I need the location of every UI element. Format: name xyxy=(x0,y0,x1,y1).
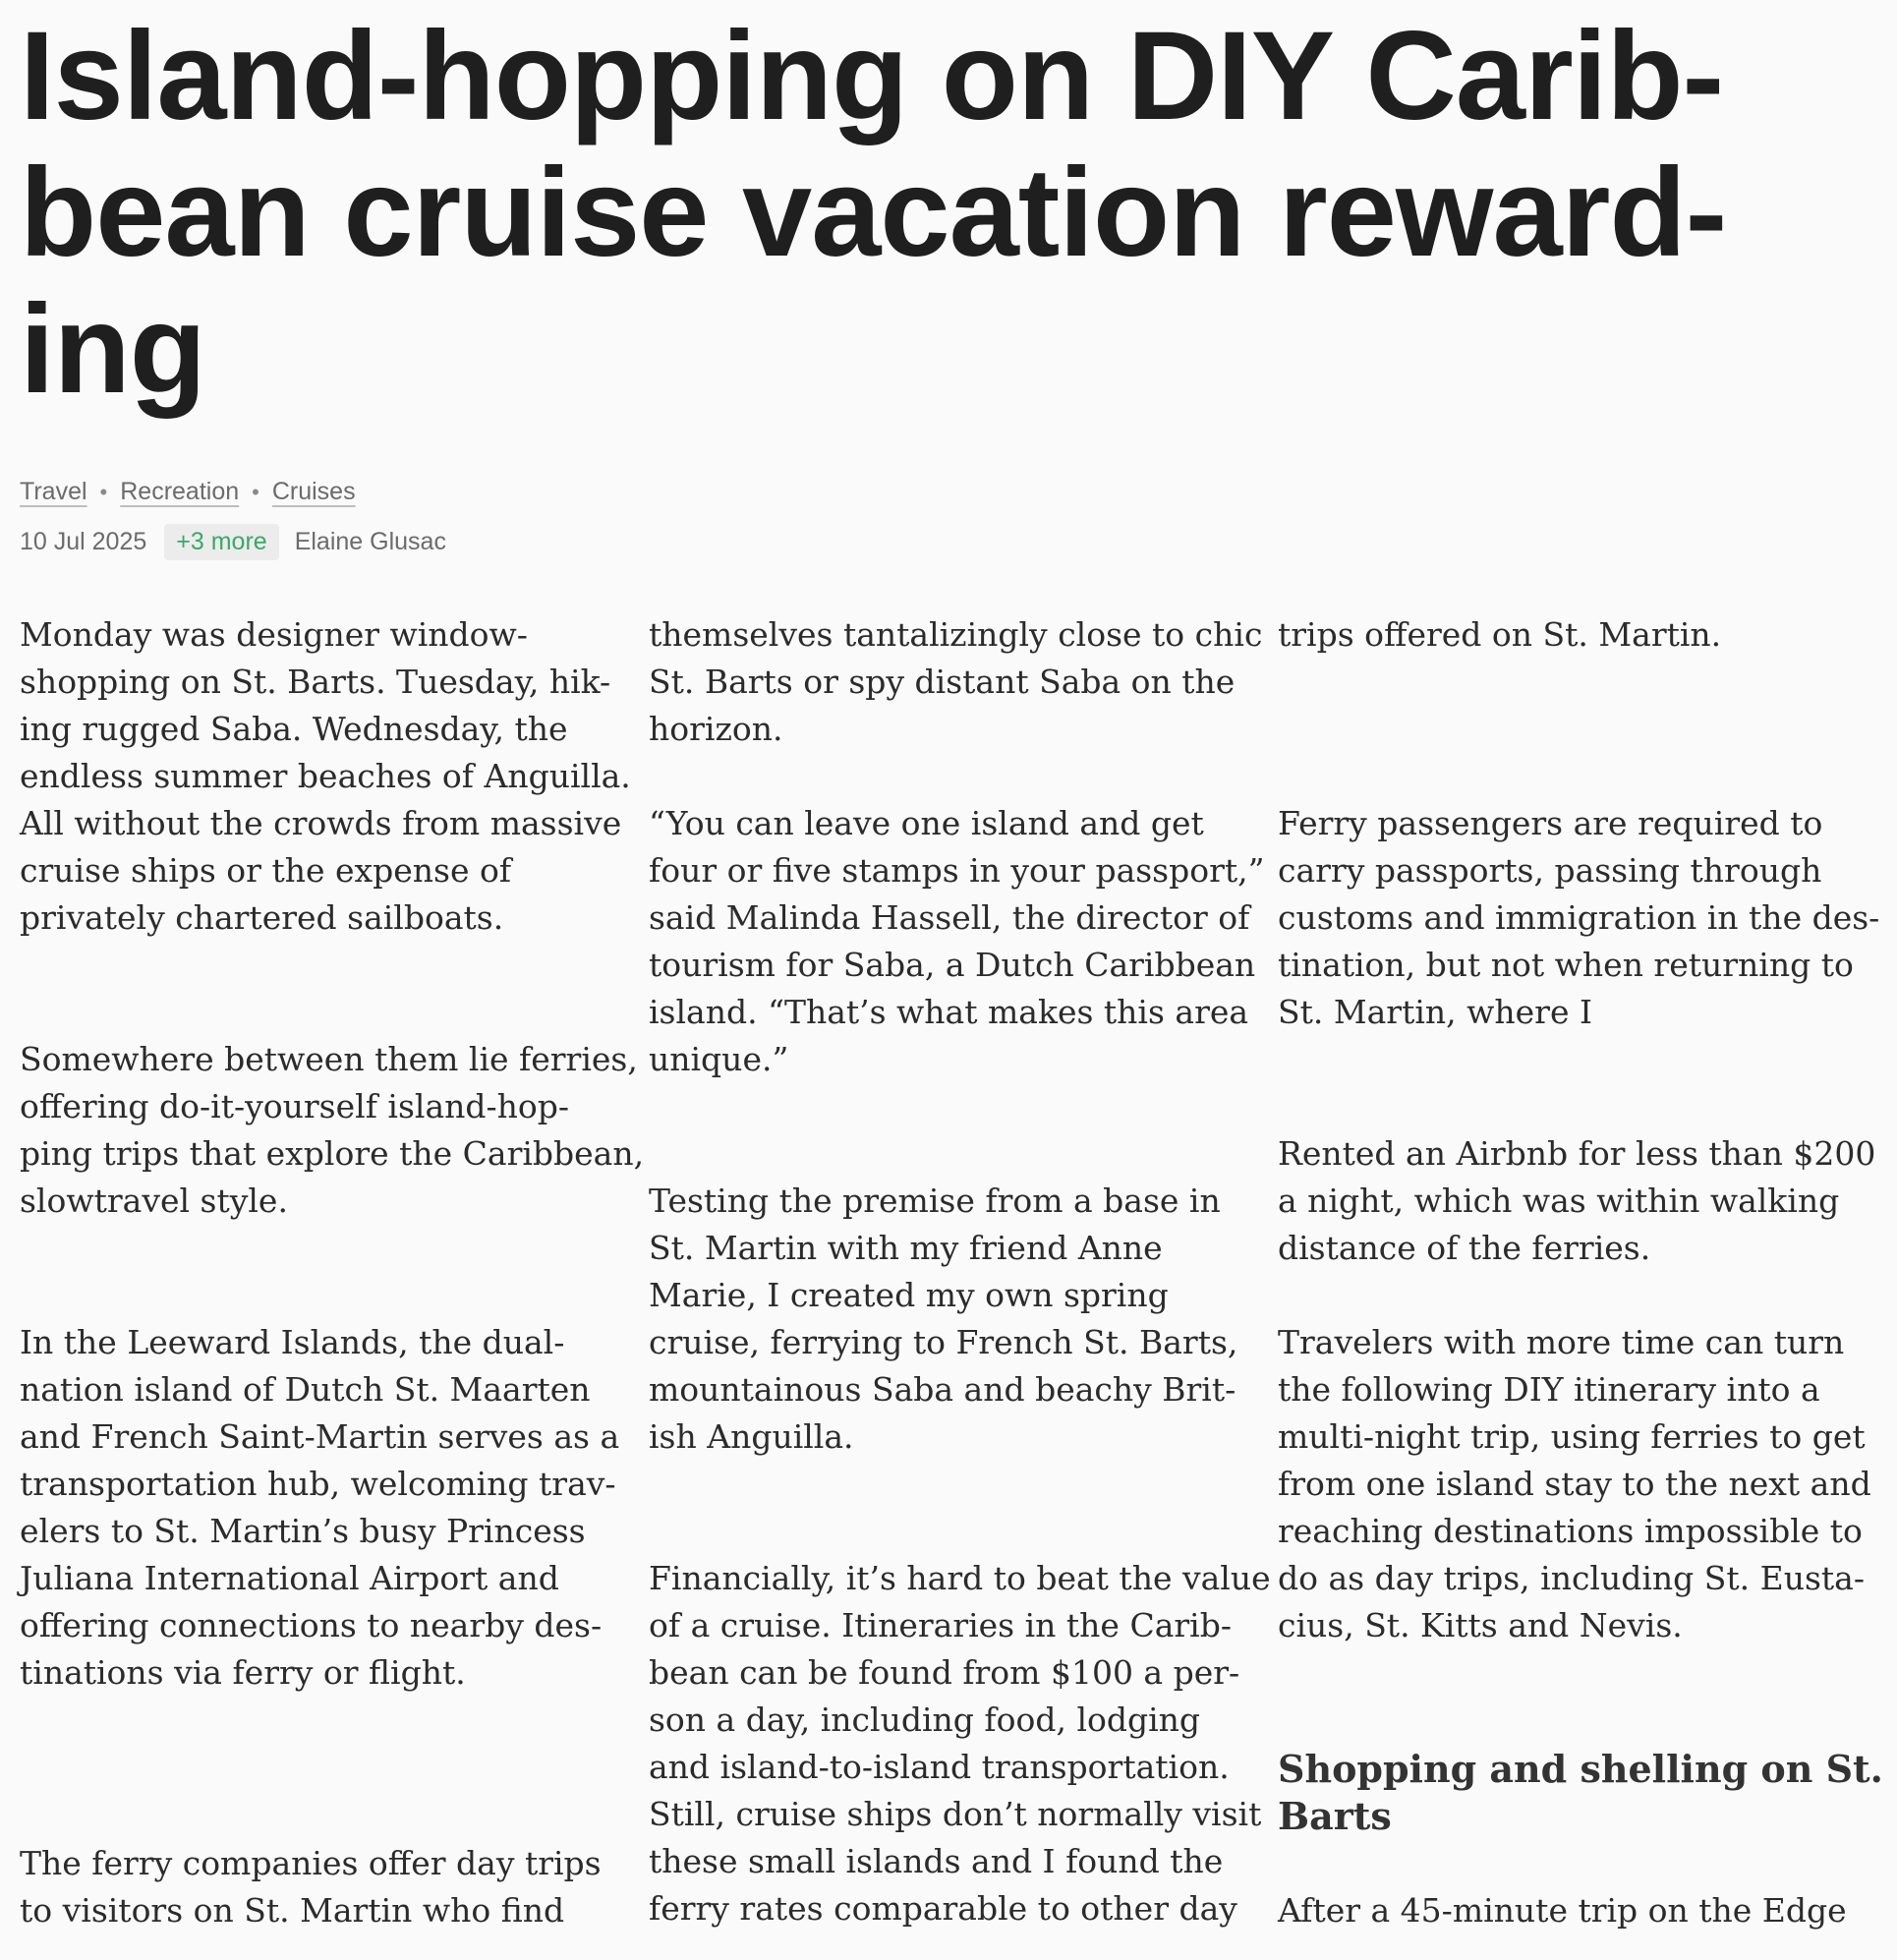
text-line: privately chartered sailboats. xyxy=(20,898,504,937)
text-line: the following DIY itinerary into a xyxy=(1278,1370,1820,1409)
tag-cruises[interactable]: Cruises xyxy=(271,478,356,505)
text-line: St. Martin, where I xyxy=(1278,993,1592,1031)
paragraph xyxy=(649,800,1265,1083)
paragraph xyxy=(649,1178,1237,1461)
text-line: of a cruise. Itineraries in the Carib- xyxy=(649,1606,1232,1644)
text-line: Testing the premise from a base in xyxy=(649,1182,1221,1220)
text-line: do as day trips, including St. Eusta- xyxy=(1278,1559,1865,1597)
title-line: ing xyxy=(20,279,205,420)
text-line: Financially, it’s hard to beat the value xyxy=(649,1559,1271,1597)
text-line: cruise ships or the expense of xyxy=(20,851,512,890)
paragraph xyxy=(20,1840,602,1934)
text-line: island. “That’s what makes this area xyxy=(649,993,1249,1031)
paragraph xyxy=(1278,1887,1847,1934)
paragraph xyxy=(649,611,1262,753)
heading-line: Shopping and shelling on St. xyxy=(1278,1747,1883,1791)
text-line: St. Barts or spy distant Saba on the xyxy=(649,663,1236,701)
text-line: son a day, including food, lodging xyxy=(649,1701,1201,1739)
text-line: ping trips that explore the Caribbean, xyxy=(20,1134,645,1173)
text-line: Somewhere between them lie ferries, xyxy=(20,1040,638,1078)
section-heading xyxy=(1278,1746,1883,1840)
author-name: Elaine Glusac xyxy=(294,528,446,555)
text-line: All without the crowds from massive xyxy=(20,804,622,842)
paragraph xyxy=(1278,1130,1875,1272)
heading-line: Barts xyxy=(1278,1794,1392,1838)
text-line: mountainous Saba and beachy Brit- xyxy=(649,1370,1236,1409)
text-line: transportation hub, welcoming trav- xyxy=(20,1465,616,1503)
more-tags-button[interactable]: +3 more xyxy=(164,524,278,560)
text-line: Still, cruise ships don’t normally visit xyxy=(649,1795,1262,1833)
text-line: Juliana International Airport and xyxy=(20,1559,559,1597)
paragraph xyxy=(1278,611,1721,659)
article-meta xyxy=(20,524,446,560)
paragraph xyxy=(20,611,631,942)
text-line: After a 45-minute trip on the Edge xyxy=(1278,1891,1847,1930)
text-line: carry passports, passing through xyxy=(1278,851,1822,890)
title-line: bean cruise vacation reward- xyxy=(20,143,1727,283)
text-line: St. Martin with my friend Anne xyxy=(649,1229,1163,1267)
article-title xyxy=(20,8,1848,418)
text-line: said Malinda Hassell, the director of xyxy=(649,898,1250,937)
text-line: these small islands and I found the xyxy=(649,1842,1224,1880)
paragraph xyxy=(1278,1319,1871,1649)
tag-recreation[interactable]: Recreation xyxy=(120,478,240,505)
paragraph xyxy=(649,1555,1271,1932)
text-line: Marie, I created my own spring xyxy=(649,1276,1169,1314)
text-line: cruise, ferrying to French St. Barts, xyxy=(649,1323,1238,1361)
text-line: multi-night trip, using ferries to get xyxy=(1278,1417,1866,1456)
publish-date: 10 Jul 2025 xyxy=(20,528,147,555)
text-line: reaching destinations impossible to xyxy=(1278,1512,1863,1550)
text-line: distance of the ferries. xyxy=(1278,1229,1651,1267)
text-line: and island-to-island transportation. xyxy=(649,1748,1230,1786)
text-line: offering do-it-yourself island-hop- xyxy=(20,1087,570,1125)
text-line: offering connections to nearby des- xyxy=(20,1606,603,1644)
text-line: The ferry companies offer day trips xyxy=(20,1844,602,1882)
paragraph xyxy=(20,1319,619,1697)
text-line: cius, St. Kitts and Nevis. xyxy=(1278,1606,1683,1644)
paragraph xyxy=(20,1036,644,1225)
paragraph xyxy=(1278,800,1879,1036)
text-line: themselves tantalizingly close to chic xyxy=(649,615,1263,654)
text-line: tination, but not when returning to xyxy=(1278,946,1854,984)
text-line: tinations via ferry or flight. xyxy=(20,1653,466,1692)
text-line: trips offered on St. Martin. xyxy=(1278,615,1722,654)
text-line: bean can be found from $100 a per- xyxy=(649,1653,1240,1692)
tag-travel[interactable]: Travel xyxy=(20,478,87,505)
text-line: slowtravel style. xyxy=(20,1182,288,1220)
text-line: a night, which was within walking xyxy=(1278,1182,1840,1220)
text-line: to visitors on St. Martin who find xyxy=(20,1891,565,1930)
separator-dot: • xyxy=(252,479,259,504)
text-line: from one island stay to the next and xyxy=(1278,1465,1871,1503)
text-line: shopping on St. Barts. Tuesday, hik- xyxy=(20,663,611,701)
text-line: horizon. xyxy=(649,710,783,748)
text-line: customs and immigration in the des- xyxy=(1278,898,1880,937)
text-line: ish Anguilla. xyxy=(649,1417,854,1456)
text-line: “You can leave one island and get xyxy=(649,804,1204,842)
text-line: and French Saint-Martin serves as a xyxy=(20,1417,620,1456)
text-line: In the Leeward Islands, the dual- xyxy=(20,1323,565,1361)
text-line: nation island of Dutch St. Maarten xyxy=(20,1370,591,1409)
text-line: ferry rates comparable to other day xyxy=(649,1889,1237,1928)
separator-dot: • xyxy=(99,479,108,504)
text-line: endless summer beaches of Anguilla. xyxy=(20,757,631,795)
text-line: Travelers with more time can turn xyxy=(1278,1323,1845,1361)
text-line: Rented an Airbnb for less than $200 xyxy=(1278,1134,1876,1173)
text-line: Monday was designer window- xyxy=(20,615,528,654)
text-line: four or five stamps in your passport,” xyxy=(649,851,1265,890)
text-line: unique.” xyxy=(649,1040,789,1078)
text-line: elers to St. Martin’s busy Princess xyxy=(20,1512,586,1550)
title-line: Island-hopping on DIY Carib- xyxy=(20,6,1724,146)
text-line: ing rugged Saba. Wednesday, the xyxy=(20,710,568,748)
text-line: Ferry passengers are required to xyxy=(1278,804,1823,842)
text-line: tourism for Saba, a Dutch Caribbean xyxy=(649,946,1256,984)
tag-list xyxy=(20,478,356,506)
